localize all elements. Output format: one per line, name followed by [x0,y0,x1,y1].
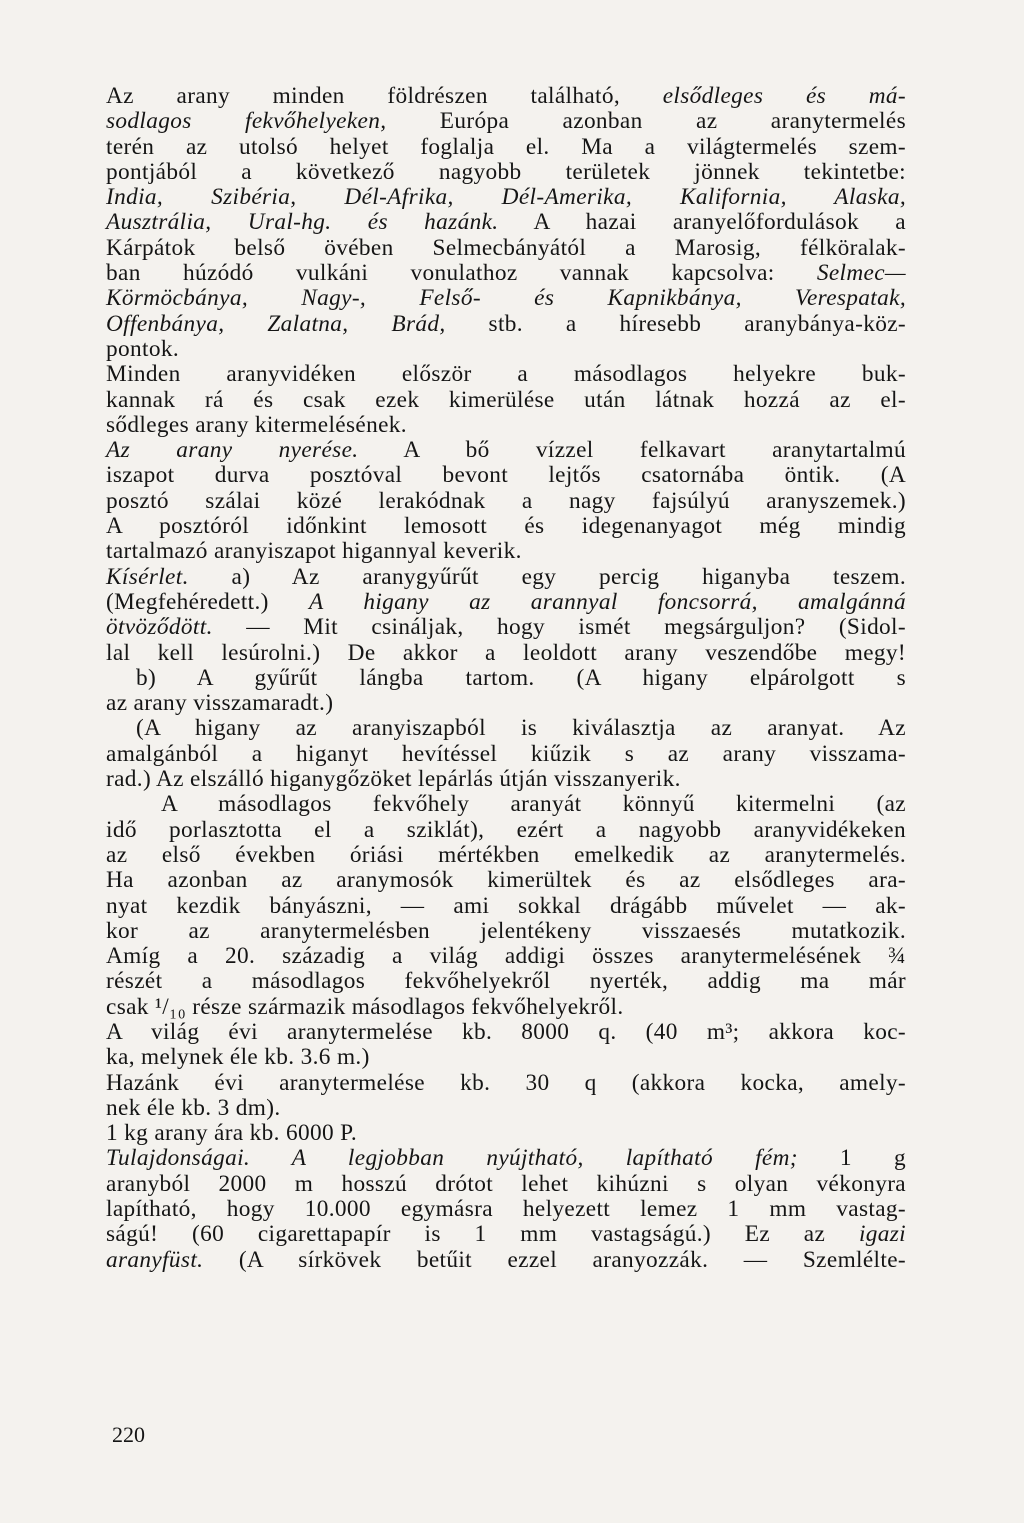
text-run: A posztóról időnkint lemosott és idegenanyagot még mindig [106,513,906,540]
italic-run: Kísérlet. [106,563,189,590]
text-line [106,868,906,893]
text-run: lapítható, hogy 10.000 egymásra helyezett lemez 1 mm vastag- [106,1196,906,1223]
text-run: 1 kg arany ára kb. 6000 P. [106,1120,358,1147]
italic-run: Körmöcbánya, Nagy-, Felső- és Kapnikbánya, Verespatak, [106,285,906,312]
text-run: — Mit csináljak, hogy ismét megsárguljon? (Sidol- [212,614,906,641]
text-line [106,388,906,413]
italic-run: Ausztrália, Ural-hg. és hazánk. [106,209,499,236]
text-run: stb. a híresebb aranybánya-köz- [445,310,906,337]
text-line [106,590,906,615]
text-line [106,160,906,185]
text-line [106,742,906,767]
text-run: Minden aranyvidéken először a másodlagos helyekre buk- [106,361,906,388]
text-line [106,489,906,514]
text-line [106,135,906,160]
text-line [106,691,906,716]
text-run: lal kell lesúrolni.) De akkor a leoldott arany veszendőbe megy! [106,639,906,666]
italic-run: aranyfüst. [106,1246,204,1273]
italic-run: India, Szibéria, Dél-Afrika, Dél-Amerika, Kalifornia, Alaska, [106,184,906,211]
italic-run: ötvöződött. [106,614,213,641]
text-line [106,894,906,919]
text-run: az első években óriási mértékben emelkedik az aranytermelés. [106,841,906,868]
text-line [106,539,906,564]
text-line [106,969,906,994]
text-run: iszapot durva posztóval bevont lejtős csatornába öntik. (A [106,462,906,489]
italic-run: Selmec— [816,260,906,287]
text-run: nyat kezdik bányászni, — ami sokkal drágább művelet — ak- [106,892,906,919]
text-line [106,463,906,488]
text-run: (A higany az aranyiszapból is kiválasztja az aranyat. Az [136,715,906,742]
text-line [106,944,906,969]
text-line [106,514,906,539]
text-run: A hazai aranyelőfordulások a [498,209,906,236]
text-line [106,413,906,438]
text-line [106,641,906,666]
text-line [106,565,906,590]
text-line [106,312,906,337]
text-run: terén az utolsó helyet foglalja el. Ma a világtermelés szem- [106,133,906,160]
text-run: részét a másodlagos fekvőhelyekről nyerték, addig ma már [106,968,906,995]
italic-run: sodlagos fekvőhelyeken, [106,108,387,135]
text-run: a) Az aranygyűrűt egy percig higanyba teszem. [188,563,906,590]
document-body [106,84,906,1273]
text-run: tartalmazó aranyiszapot higannyal keverik. [106,538,522,565]
text-line [106,337,906,362]
text-run: A másodlagos fekvőhely aranyát könnyű kitermelni (az [161,791,906,818]
text-run: csak ¹/₁₀ része származik másodlagos fekvőhelyekről. [106,993,624,1020]
text-line [106,767,906,792]
text-line [106,1045,906,1070]
text-run: nek éle kb. 3 dm). [106,1094,281,1121]
text-run: ka, melynek éle kb. 3.6 m.) [106,1044,370,1071]
text-line [106,792,906,817]
italic-run: Az arany nyerése. [106,437,359,464]
text-line [106,109,906,134]
text-run: Kárpátok belső övében Selmecbányától a Marosig, félköralak- [106,234,906,261]
text-line [106,818,906,843]
text-line [106,995,906,1020]
text-line [106,1020,906,1045]
text-run: posztó szálai közé lerakódnak a nagy fajsúlyú aranyszemek.) [106,487,906,514]
text-run: A bő vízzel felkavart aranytartalmú [358,437,906,464]
text-line [106,1248,906,1273]
text-run: A világ évi aranytermelése kb. 8000 q. (40 m³; akkora koc- [106,1018,906,1045]
page-number: 220 [112,1422,145,1447]
text-run: kor az aranytermelésben jelentékeny visszaesés mutatkozik. [106,917,906,944]
text-run: kannak rá és csak ezek kimerülése után látnak hozzá az el- [106,386,906,413]
text-run: aranyból 2000 m hosszú drótot lehet kihúzni s olyan vékonyra [106,1170,906,1197]
text-run: amalgánból a higanyt hevítéssel kiűzik s az arany visszama- [106,740,906,767]
text-run: b) A gyűrűt lángba tartom. (A higany elpárolgott s [136,664,906,691]
italic-run: elsődleges és má- [662,83,907,109]
text-line [106,1146,906,1171]
text-run: sődleges arany kitermelésének. [106,411,407,438]
text-line [106,236,906,261]
text-run: rad.) Az elszálló higanygőzöket lepárlás útján visszanyerik. [106,766,681,793]
text-run: ságú! (60 cigarettapapír is 1 mm vastagságú.) Ez az [106,1221,859,1248]
text-line [106,185,906,210]
text-line [106,1121,906,1146]
text-run: Ha azonban az aranymosók kimerültek és az elsődleges ara- [106,867,906,894]
text-line [106,615,906,640]
text-line [106,286,906,311]
text-line [106,1096,906,1121]
text-line [106,1172,906,1197]
italic-run: A higany az arannyal foncsorrá, amalgánná [308,588,906,615]
text-run: ban húzódó vulkáni vonulathoz vannak kapcsolva: [106,260,817,287]
text-run: (A sírkövek betűit ezzel aranyozzák. — Szemlélte- [203,1246,906,1273]
text-line [106,1197,906,1222]
text-line [106,919,906,944]
text-run: Európa azonban az aranytermelés [386,108,906,135]
text-line [106,84,906,109]
text-run: (Megfehéredett.) [106,588,309,615]
text-run: 1 g [797,1145,906,1172]
text-line [106,261,906,286]
text-run: Az arany minden földrészen található, [106,83,663,109]
text-run: pontjából a következő nagyobb területek jönnek tekintetbe: [106,158,906,185]
text-line [106,666,906,691]
text-line [106,716,906,741]
italic-run: Tulajdonságai. A legjobban nyújtható, lapítható fém; [106,1145,798,1172]
text-run: Hazánk évi aranytermelése kb. 30 q (akkora kocka, amely- [106,1069,906,1096]
text-run: idő porlasztotta el a sziklát), ezért a nagyobb aranyvidékeken [106,816,906,843]
italic-run: Offenbánya, Zalatna, Brád, [106,310,446,337]
text-line [106,362,906,387]
text-line [106,843,906,868]
text-run: pontok. [106,335,179,362]
text-run: az arany visszamaradt.) [106,690,334,717]
italic-run: igazi [858,1221,906,1248]
text-line [106,210,906,235]
text-line [106,1071,906,1096]
text-line [106,1222,906,1247]
text-line [106,438,906,463]
text-run: Amíg a 20. századig a világ addigi összes aranytermelésének ¾ [106,943,906,970]
